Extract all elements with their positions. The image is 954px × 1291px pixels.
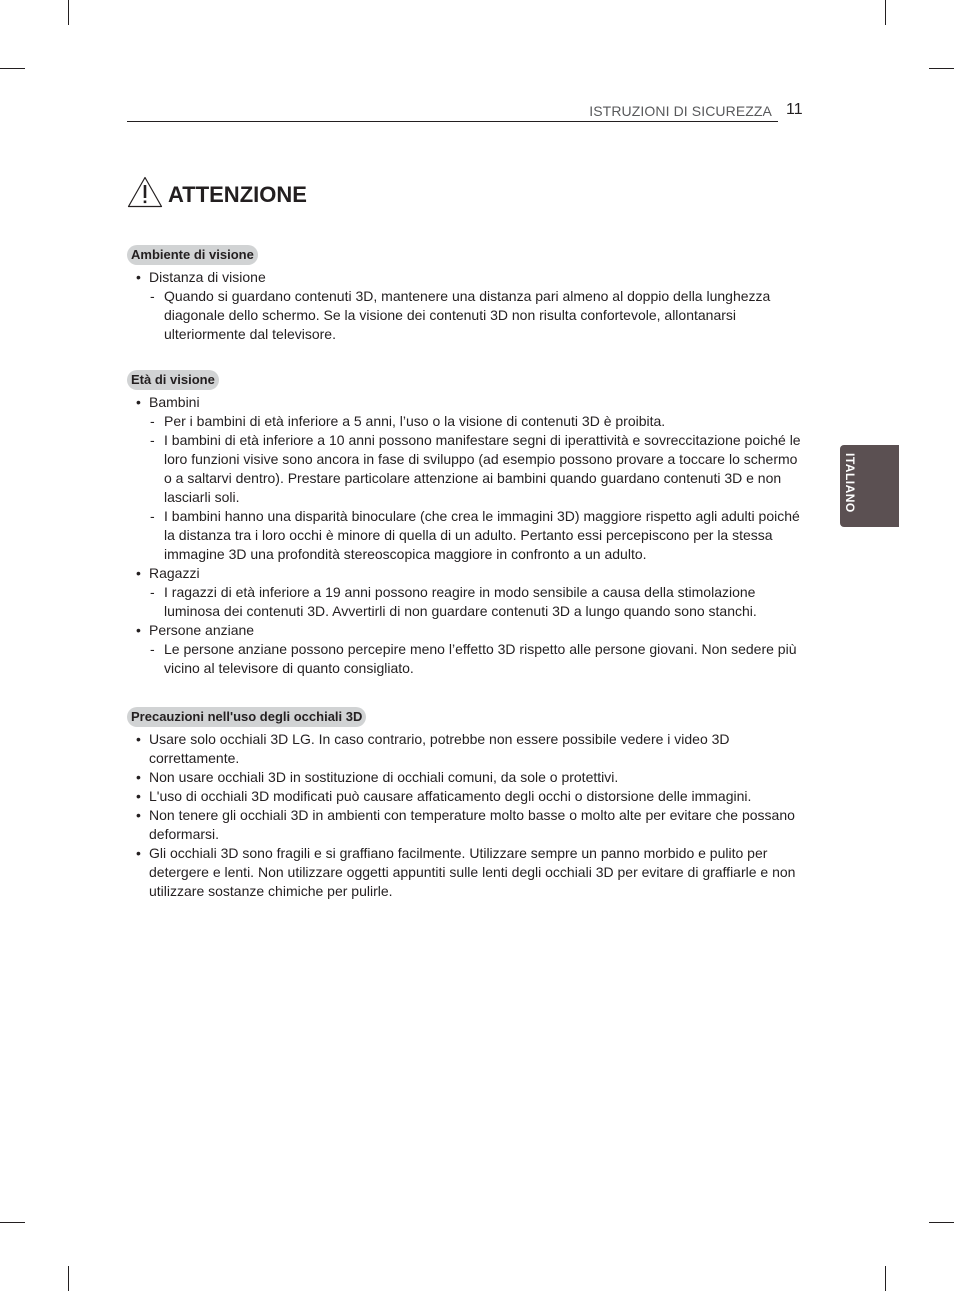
- bullet-item: • Bambini: [136, 393, 808, 412]
- section-label-3d-glasses-precautions: Precauzioni nell'uso degli occhiali 3D: [127, 707, 366, 727]
- section-content-viewing-age: [136, 393, 808, 678]
- crop-mark: [0, 1222, 25, 1223]
- section-content-viewing-environment: [136, 268, 808, 344]
- crop-mark: [885, 0, 886, 25]
- dash-item: - I bambini hanno una disparità binoculare (che crea le immagini 3D) maggiore rispetto agli adulti poiché la distanza tra i loro occhi è minore di quella di un adulto. Pertanto essi percepiscono per la stessa immagine 3D una profondità stereoscopica maggiore in confronto a un adulto.: [136, 507, 808, 564]
- section-label-viewing-environment: Ambiente di visione: [127, 245, 258, 265]
- bullet-item: • Gli occhiali 3D sono fragili e si graffiano facilmente. Utilizzare sempre un panno morbido e pulito per detergere e lenti. Non utilizzare oggetti appuntiti sulle lenti degli occhiali 3D per evitare di graffiarle e non utilizzare sostanze chimiche per pulirle.: [136, 844, 808, 901]
- crop-mark: [0, 68, 25, 69]
- bullet-item: • L'uso di occhiali 3D modificati può causare affaticamento degli occhi o distorsione delle immagini.: [136, 787, 808, 806]
- bullet-item: • Usare solo occhiali 3D LG. In caso contrario, potrebbe non essere possibile vedere i video 3D correttamente.: [136, 730, 808, 768]
- bullet-item: • Ragazzi: [136, 564, 808, 583]
- crop-mark: [929, 68, 954, 69]
- bullet-item: • Non usare occhiali 3D in sostituzione di occhiali comuni, da sole o protettivi.: [136, 768, 808, 787]
- bullet-item: • Non tenere gli occhiali 3D in ambienti con temperature molto basse o molto alte per evitare che possano deformarsi.: [136, 806, 808, 844]
- dash-item: - I bambini di età inferiore a 10 anni possono manifestare segni di iperattività e sovreccitazione poiché le loro funzioni visive sono ancora in fase di sviluppo (ad esempio possono provare a toccare lo schermo o a saltarvi dentro). Prestare particolare attenzione ai bambini quando guardano contenuti 3D e non lasciarli soli.: [136, 431, 808, 507]
- running-header: ISTRUZIONI DI SICUREZZA: [589, 103, 772, 119]
- crop-mark: [68, 0, 69, 25]
- header-rule: [127, 121, 778, 122]
- section-content-3d-glasses-precautions: [136, 730, 808, 901]
- dash-item: - Le persone anziane possono percepire meno l’effetto 3D rispetto alle persone giovani. Non sedere più vicino al televisore di quanto consigliato.: [136, 640, 808, 678]
- page-title: ATTENZIONE: [168, 182, 307, 207]
- crop-mark: [929, 1222, 954, 1223]
- language-tab-label: ITALIANO: [843, 453, 857, 513]
- section-label-viewing-age: Età di visione: [127, 370, 219, 390]
- page-number: 11: [786, 101, 803, 118]
- bullet-item: • Persone anziane: [136, 621, 808, 640]
- dash-item: - I ragazzi di età inferiore a 19 anni possono reagire in modo sensibile a causa della stimolazione luminosa dei contenuti 3D. Avvertirli di non guardare contenuti 3D a lungo quando sono stanchi.: [136, 583, 808, 621]
- bullet-item: • Distanza di visione: [136, 268, 808, 287]
- crop-mark: [885, 1266, 886, 1291]
- warning-triangle-icon: [127, 176, 163, 208]
- language-tab: [840, 445, 899, 527]
- crop-mark: [68, 1266, 69, 1291]
- title-row: [127, 176, 307, 208]
- dash-item: - Per i bambini di età inferiore a 5 anni, l’uso o la visione di contenuti 3D è proibita.: [136, 412, 808, 431]
- dash-item: - Quando si guardano contenuti 3D, mantenere una distanza pari almeno al doppio della lunghezza diagonale dello schermo. Se la visione dei contenuti 3D non risulta confortevole, allontanarsi ulteriormente dal televisore.: [136, 287, 808, 344]
